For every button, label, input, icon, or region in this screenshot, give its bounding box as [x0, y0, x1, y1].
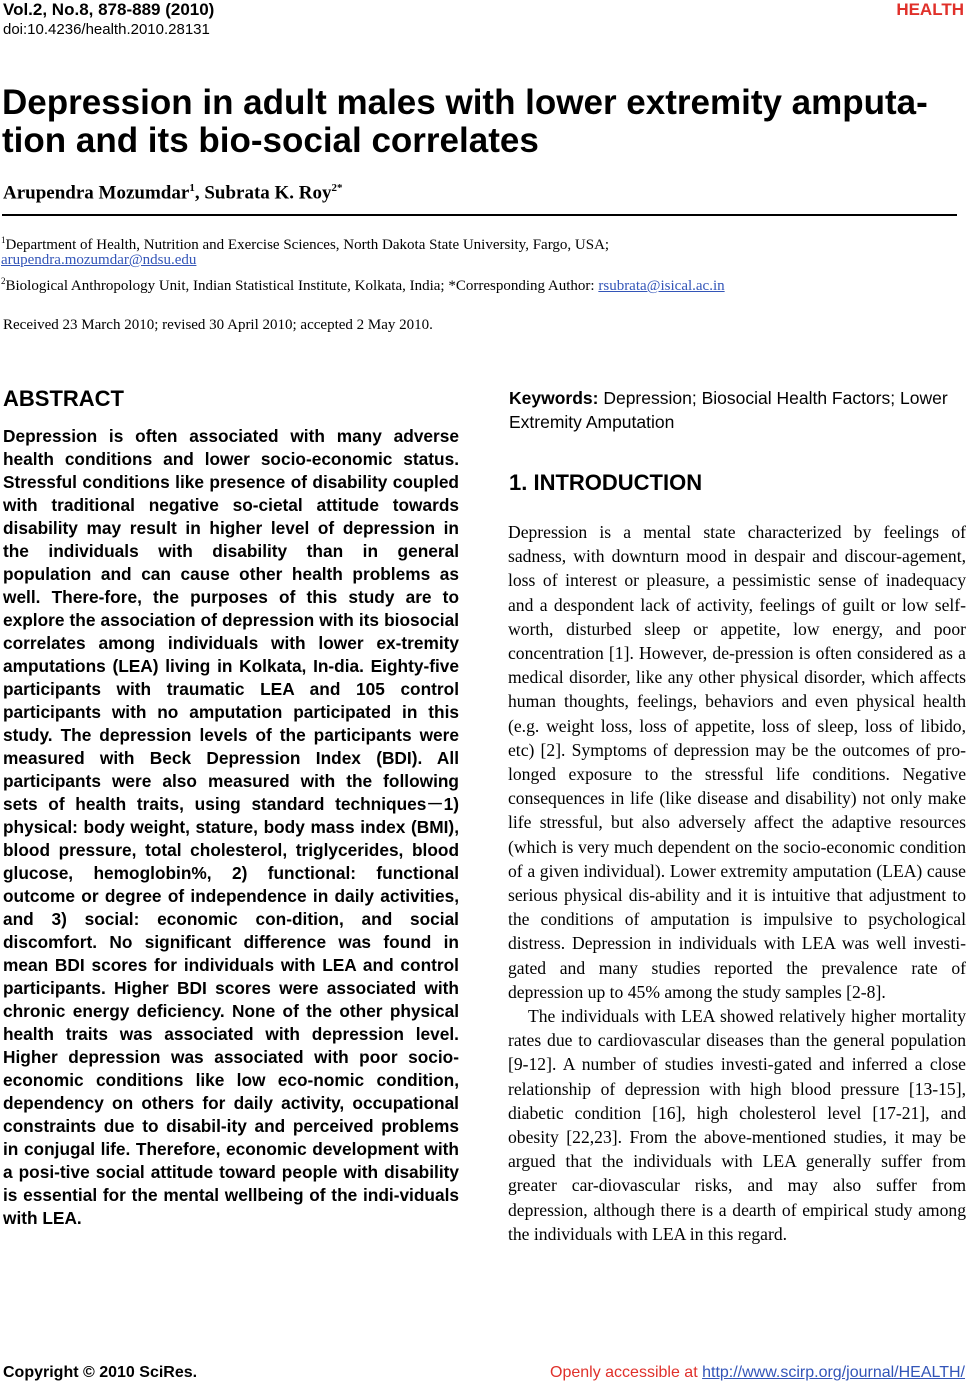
paragraph: The individuals with LEA showed relatively higher mortality rates due to cardiovascular diseases than the general population [9-12]. A number of studies investi-gated and inferred a close relationship of depression with high blood pressure [13-15], diabetic condition [16], high cholesterol level [17-21], and obesity [22,23]. From the above-mentioned studies, it may be argued that the individuals with LEA generally suffer from greater car-diovascular risks, and may also suffer from depression, although there is a dearth of empirical study among the individuals with LEA in this regard. — [508, 1006, 966, 1244]
doi: doi:10.4236/health.2010.28131 — [3, 21, 210, 38]
paragraph: Depression is a mental state characterized by feelings of sadness, with downturn mood in despair and discour-agement, loss of interest or pleasure, a pessimistic sense of inadequacy and a despondent lack of activity, feelings of guilt or low self-worth, disturbed sleep or appetite, low energy, and poor concentration [1]. However, de-pression is often considered as a medical disorder, like any other physical disorder, which affects human thoughts, feelings, behaviors and even physical health (e.g. weight loss, loss of appetite, loss of sleep, loss of libido, etc) [2]. Symptoms of depression may be the outcomes of pro-longed exposure to the stressful life conditions. Negative consequences in life (like disease and disability) not only make life stressful, but also adversely affect the adaptive resources (which is very much dependent on the socio-economic condition of a given individual). Lower extremity amputation (LEA) cause serious physical dis-ability and it is intuitive that adjustment to the conditions of amputation is impulsive to psychological distress. Depression in individuals with LEA was well investi-gated and many studies reported the prevalence rate of depression up to 45% among the study samples [2-8]. — [508, 522, 966, 1002]
keywords-text: Depression; Biosocial Health Factors; Lower Extremity Amputation — [509, 388, 948, 432]
received-dates: Received 23 March 2010; revised 30 April 2010; accepted 2 May 2010. — [3, 317, 433, 333]
journal-url-link[interactable]: http://www.scirp.org/journal/HEALTH/ — [702, 1364, 965, 1381]
open-access-notice — [550, 1364, 965, 1382]
affiliation-text: Department of Health, Nutrition and Exercise Sciences, North Dakota State University, Fargo, USA; — [5, 237, 610, 253]
section-heading: 1. INTRODUCTION — [509, 470, 703, 495]
journal-name: HEALTH — [896, 0, 964, 19]
author-separator: , — [194, 182, 205, 204]
author-affiliation-mark: 2* — [331, 182, 343, 194]
volume-info: Vol.2, No.8, 878-889 (2010) — [3, 0, 215, 19]
author-list — [3, 182, 343, 204]
keywords — [509, 386, 959, 434]
open-access-label: Openly accessible at — [550, 1364, 703, 1381]
affiliation-mark: 2 — [1, 276, 6, 286]
email-link[interactable]: rsubrata@isical.ac.in — [598, 278, 725, 294]
keywords-label: Keywords: — [509, 388, 599, 408]
title-divider — [2, 214, 957, 216]
author-affiliation-mark: 1 — [189, 182, 195, 194]
affiliation-mark: 1 — [1, 235, 6, 245]
affiliation-2 — [1, 271, 725, 296]
author-name: Arupendra Mozumdar — [3, 182, 190, 204]
introduction-body — [508, 520, 966, 1246]
affiliation-text: Biological Anthropology Unit, Indian Statistical Institute, Kolkata, India; *Corresponding Author: — [5, 278, 599, 294]
abstract-heading: ABSTRACT — [3, 386, 124, 411]
abstract-body: Depression is often associated with many adverse health conditions and lower socio-economic status. Stressful conditions like presence of disability coupled with traditional negative so-cietal attitude towards disability may result in higher level of depression in the individuals with disability than in general population and can cause other health problems as well. There-fore, the purposes of this study are to explore the association of depression with its biosocial correlates among individuals with lower ex-tremity amputations (LEA) living in Kolkata, In-dia. Eighty-five participants with traumatic LEA and 105 control participants with no amputation participated in this study. The depression levels of the participants were measured with Beck Depression Index (BDI). All participants were also measured with the following sets of health traits, using standard techniques－1) physical: body weight, stature, body mass index (BMI), blood pressure, total cholesterol, triglycerides, blood glucose, hemoglobin%, 2) functional: functional outcome or degree of independence in daily activities, and 3) social: economic con-dition, and social discomfort. No significant difference was found in mean BDI scores for individuals with LEA and control participants. Higher BDI scores were associated with chronic energy deficiency. None of the other physical health traits was associated with depression level. Higher depression was associated with poor socio-economic conditions like low eco-nomic condition, dependency on others for daily activity, occupational constraints due to disabil-ity and perceived problems in conjugal life. Therefore, economic development with a posi-tive social attitude toward people with disability is essential for the mental wellbeing of the indi-viduals with LEA. — [3, 426, 459, 1228]
paper-title: Depression in adult males with lower extremity amputa-tion and its bio-social correlates — [2, 83, 928, 160]
affiliation-1-email-line — [1, 250, 196, 270]
author-name: Subrata K. Roy — [204, 182, 332, 204]
copyright-notice: Copyright © 2010 SciRes. — [3, 1364, 198, 1381]
email-link[interactable]: arupendra.mozumdar@ndsu.edu — [1, 252, 197, 268]
